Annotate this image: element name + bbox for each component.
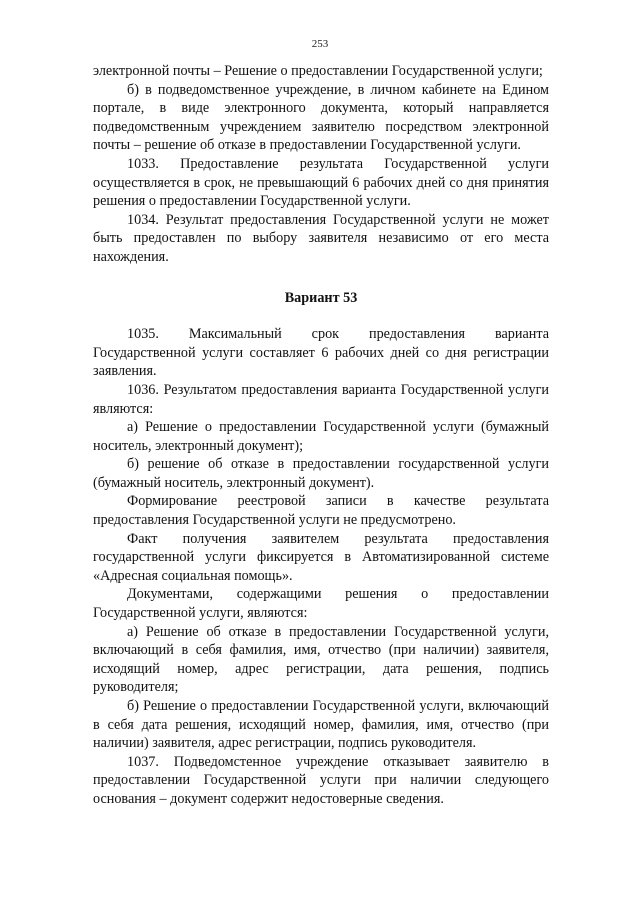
- paragraph-1035: 1035. Максимальный срок предоставления варианта Государственной услуги составляет 6 рабочих дней со дня регистрации заявления.: [93, 326, 549, 380]
- paragraph-1036: 1036. Результатом предоставления варианта Государственной услуги являются:: [93, 381, 549, 417]
- paragraph: б) в подведомственное учреждение, в личном кабинете на Едином портале, в виде электронного документа, который направляется подведомственным учреждением заявителю посредством электронной почты – решение об отказе в предоставлении Государственной услуги.: [93, 81, 549, 154]
- list-item-a: а) Решение о предоставлении Государственной услуги (бумажный носитель, электронный документ);: [93, 419, 549, 454]
- list-item-b: б) Решение о предоставлении Государственной услуги, включающий в себя дата решения, исходящий номер, фамилия, имя, отчество (при наличии) заявителя, адрес регистрации, подпись руководителя.: [93, 698, 549, 752]
- paragraph: Факт получения заявителем результата предоставления государственной услуги фиксируется в Автоматизированной системе «Адресная социальная помощь».: [93, 530, 549, 584]
- paragraph: Формирование реестровой записи в качестве результата предоставления Государственной услуги не предусмотрено.: [93, 493, 549, 529]
- paragraph-1037: 1037. Подведомстенное учреждение отказывает заявителю в предоставлении Государственной услуги при наличии следующего основания – документ содержит недостоверные сведения.: [93, 753, 549, 807]
- paragraph-1034: 1034. Результат предоставления Государственной услуги не может быть предоставлен по выбору заявителя независимо от его места нахождения.: [93, 211, 549, 265]
- list-item-a: а) Решение об отказе в предоставлении Государственной услуги, включающий в себя фамилия, имя, отчество (при наличии) заявителя, исходящий номер, адрес регистрации, дата решения, подпись руководителя;: [93, 623, 549, 696]
- section-heading: Вариант 53: [284, 289, 358, 306]
- paragraph: Документами, содержащими решения о предоставлении Государственной услуги, являются:: [93, 586, 549, 622]
- list-item-b: б) решение об отказе в предоставлении государственной услуги (бумажный носитель, электронный документ).: [93, 456, 549, 491]
- page-number: 253: [311, 38, 329, 50]
- paragraph: электронной почты – Решение о предоставлении Государственной услуги;: [93, 63, 543, 79]
- paragraph-1033: 1033. Предоставление результата Государственной услуги осуществляется в срок, не превышающий 6 рабочих дней со дня принятия решения о предоставлении Государственной услуги.: [93, 155, 549, 210]
- document-body: [93, 62, 549, 809]
